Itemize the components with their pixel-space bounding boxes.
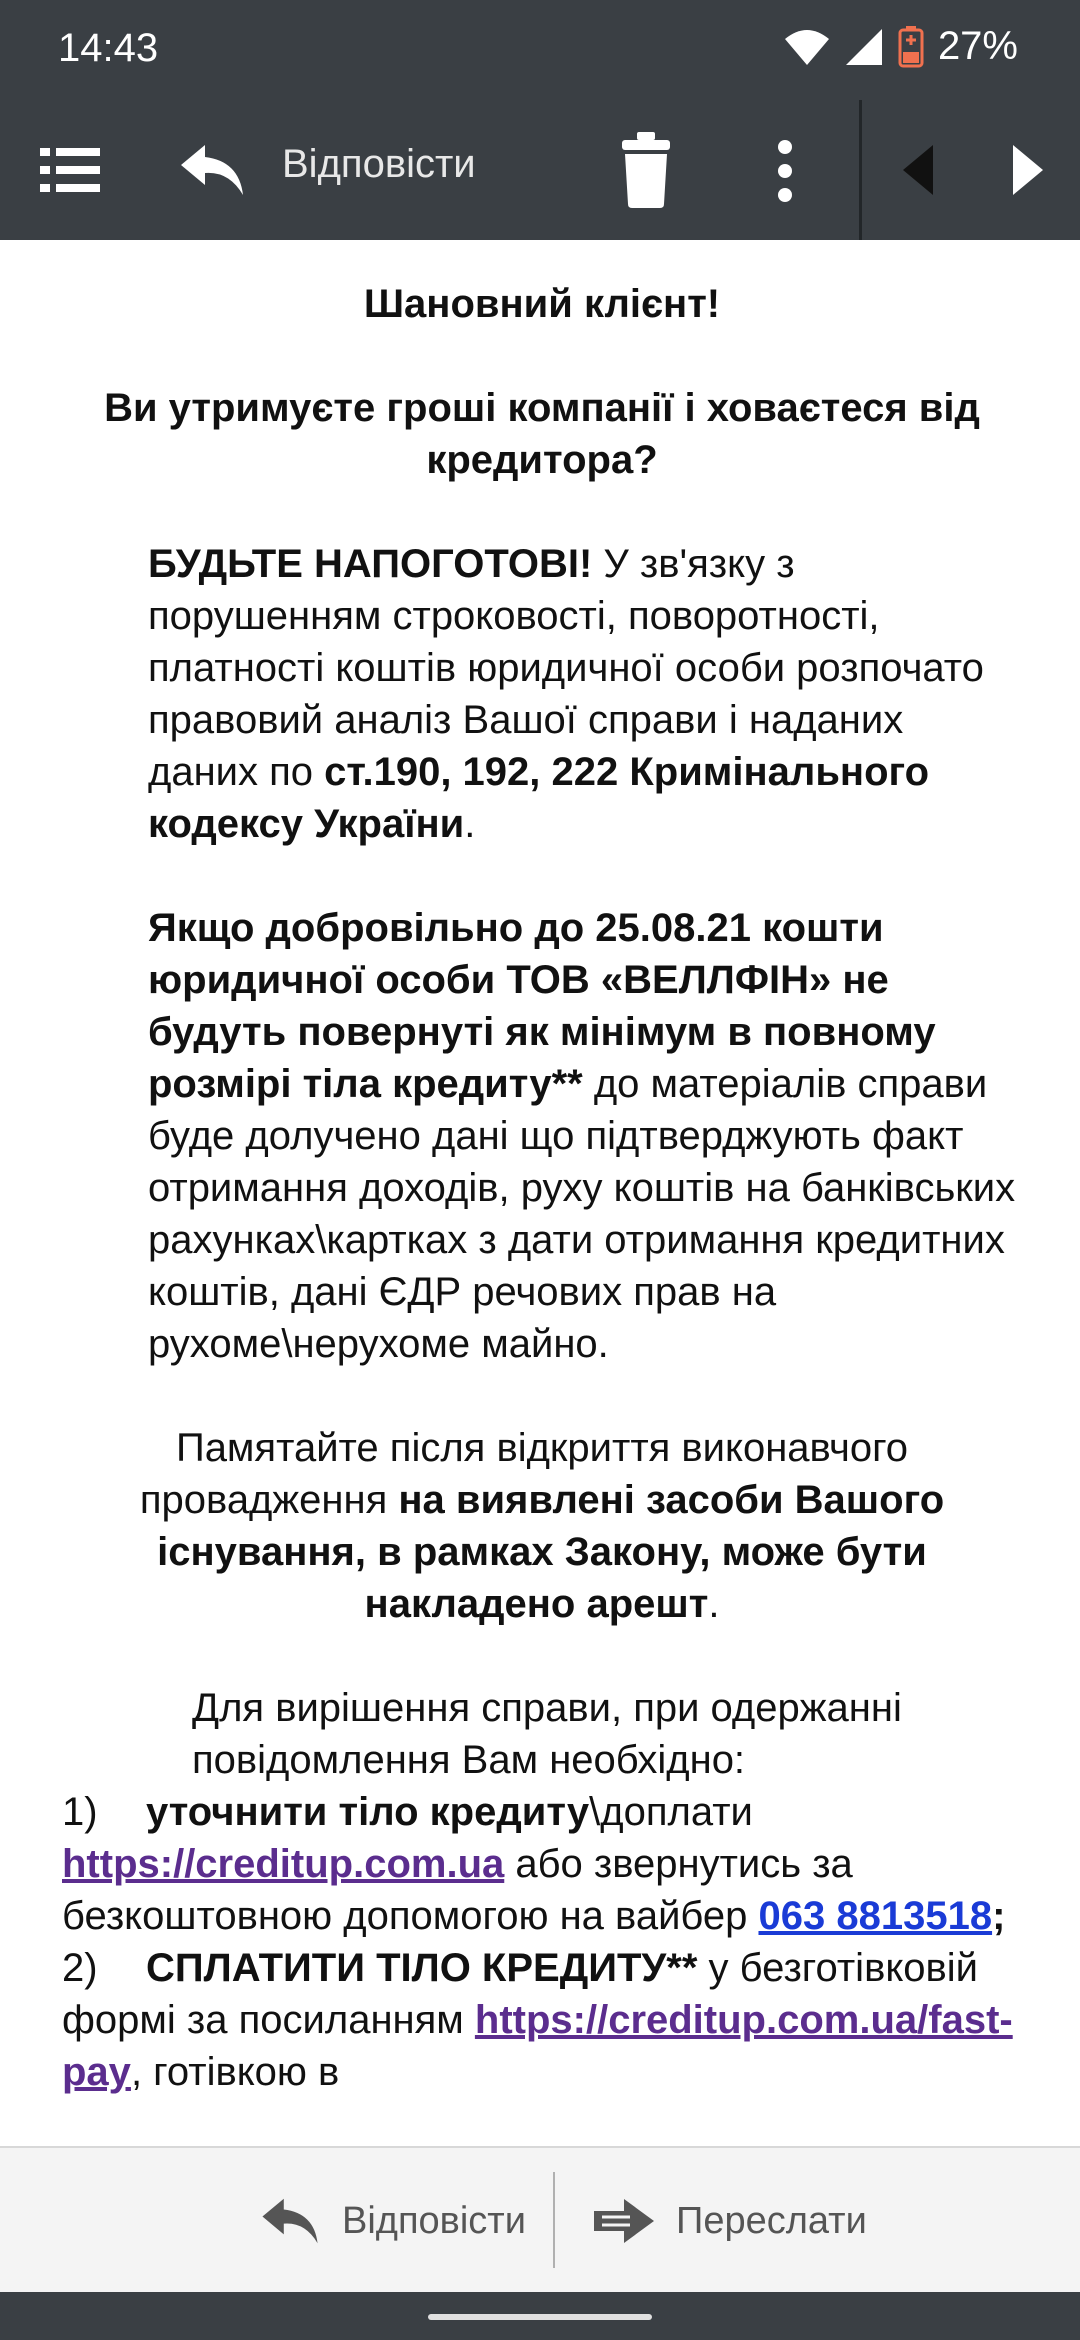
- status-bar: [0, 0, 1080, 100]
- gesture-handle[interactable]: [428, 2314, 652, 2320]
- previous-message-button[interactable]: [896, 144, 940, 196]
- bottom-reply-button[interactable]: [258, 2148, 526, 2294]
- p1-law: ст.190, 192, 222 Кримінального кодексу України: [148, 750, 930, 846]
- battery-percent: 27%: [937, 24, 1018, 68]
- toolbar-divider: [859, 100, 862, 240]
- arrow-right-icon: [1011, 145, 1045, 195]
- p3-bold: на виявлені засоби Вашого існування, в рамках Закону, може бути накладено арешт: [157, 1478, 945, 1626]
- system-navigation-bar: [0, 2292, 1080, 2340]
- reply-button[interactable]: [178, 140, 246, 200]
- delete-button[interactable]: [618, 128, 674, 212]
- p1-text: У зв'язку з порушенням строковості, поворотності, платності коштів юридичної особи розпочато правовий аналіз Вашої справи і наданих даних по: [148, 542, 984, 794]
- next-message-button[interactable]: [1006, 144, 1050, 196]
- status-time: 14:43: [58, 26, 159, 70]
- bottom-reply-label: Відповісти: [342, 2199, 526, 2242]
- item2-text-2: , готівкою в: [130, 2050, 340, 2094]
- forward-icon: [594, 2197, 656, 2245]
- message-body: [62, 240, 1022, 2145]
- p1-end: .: [464, 802, 476, 846]
- item2-text-1: у безготівковій формі за посиланням: [62, 1946, 978, 2042]
- arrow-left-icon: [901, 145, 935, 195]
- message-toolbar: [0, 100, 1080, 240]
- reply-icon: [258, 2197, 322, 2245]
- paragraph-1: [62, 538, 1022, 850]
- paragraph-2: [62, 902, 1022, 1370]
- viber-phone-link[interactable]: 063 8813518: [758, 1894, 993, 1938]
- p3-end: .: [708, 1582, 720, 1626]
- list-item-1: [62, 1786, 1022, 1942]
- p1-bold: БУДЬТЕ НАПОГОТОВІ!: [148, 542, 593, 586]
- question: Ви утримуєте гроші компанії і ховаєтеся від кредитора?: [104, 386, 980, 482]
- fast-pay-link[interactable]: https://creditup.com.ua/fast-pay: [62, 1998, 1013, 2094]
- bottom-bar-separator: [553, 2172, 555, 2268]
- forward-label: Переслати: [676, 2199, 867, 2242]
- creditup-link[interactable]: https://creditup.com.ua: [62, 1842, 505, 1886]
- list-item-2: [62, 1942, 1022, 2098]
- status-icons: [784, 24, 1018, 69]
- forward-button[interactable]: [594, 2148, 867, 2294]
- hamburger-menu-icon: [40, 144, 100, 196]
- cellular-signal-icon: [844, 27, 884, 67]
- item1-text-1: \доплати: [589, 1790, 753, 1834]
- item1-end: ;: [992, 1894, 1006, 1938]
- more-vertical-icon: [775, 139, 795, 203]
- wifi-icon: [784, 27, 830, 67]
- item2-bold: СПЛАТИТИ ТІЛО КРЕДИТУ**: [146, 1946, 698, 1990]
- bottom-action-bar: [0, 2146, 1080, 2292]
- item2-number: 2): [62, 1946, 98, 1990]
- battery-low-icon: [898, 26, 924, 68]
- item1-text-2: або звернутись за безкоштовною допомогою на вайбер: [62, 1842, 853, 1938]
- trash-icon: [620, 132, 672, 208]
- more-options-button[interactable]: [770, 136, 800, 206]
- paragraph-3: [62, 1422, 1022, 1630]
- p2-bold: Якщо добровільно до 25.08.21 кошти юридичної особи ТОВ «ВЕЛЛФІН» не будуть повернуті як мінімум в повному розмірі тіла кредиту**: [148, 906, 936, 1106]
- greeting: Шановний клієнт!: [363, 282, 721, 326]
- menu-button[interactable]: [40, 140, 100, 200]
- p2-text: до матеріалів справи буде долучено дані що підтверджують факт отримання доходів, руху коштів на банківських рахунках\картках з дати отримання кредитних коштів, дані ЄДР речових прав на рухоме\нерухоме майно.: [148, 1062, 1016, 1366]
- item1-number: 1): [62, 1790, 98, 1834]
- p3-text: Памятайте після відкриття виконавчого провадження: [139, 1426, 909, 1522]
- paragraph-4: Для вирішення справи, при одержанні повідомлення Вам необхідно:: [192, 1686, 902, 1782]
- reply-icon: [179, 143, 245, 197]
- reply-label[interactable]: Відповісти: [282, 142, 476, 186]
- item1-bold: уточнити тіло кредиту: [146, 1790, 590, 1834]
